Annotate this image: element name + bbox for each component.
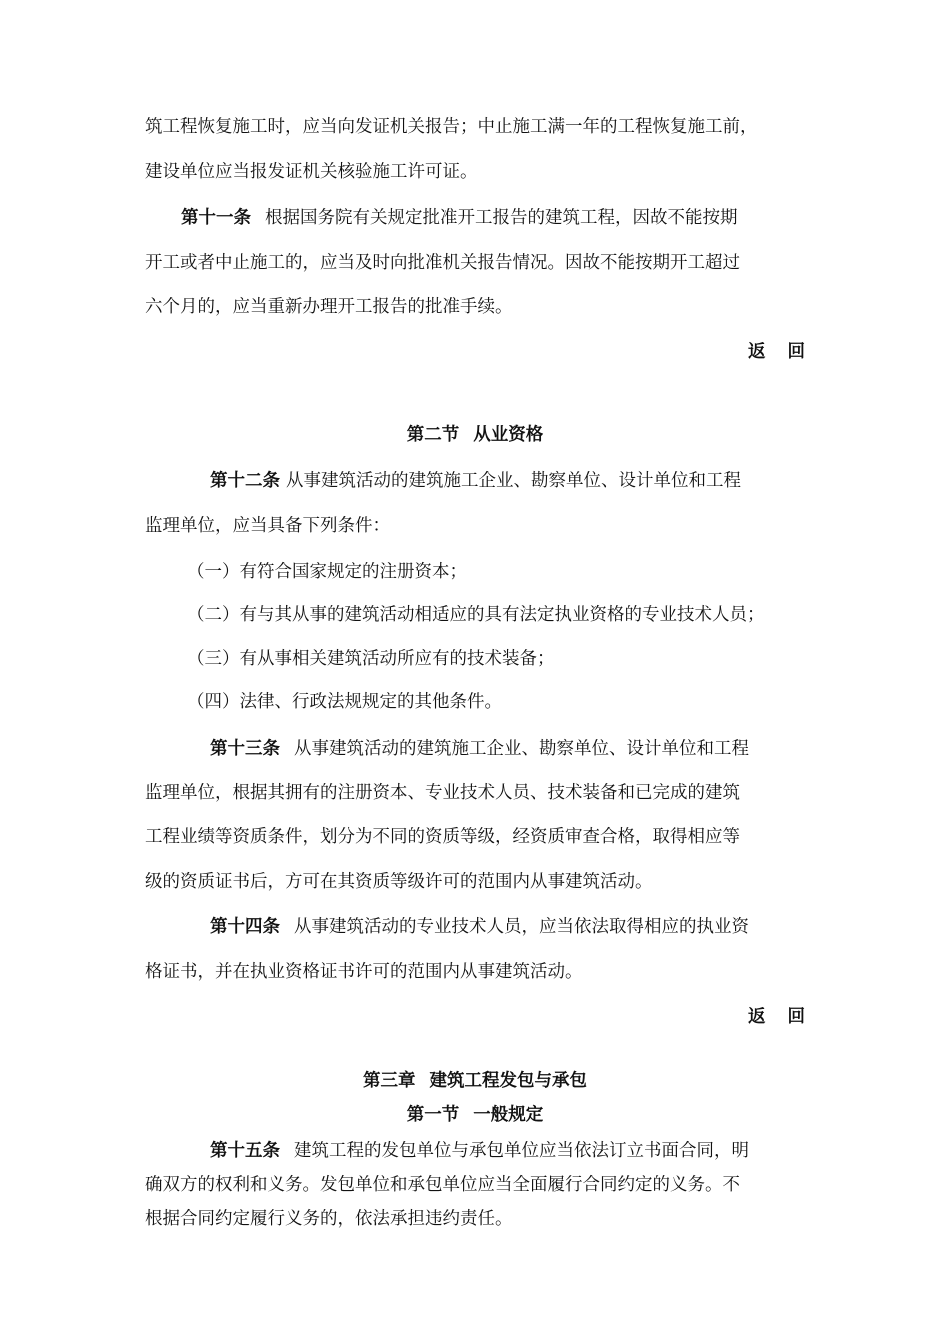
chapter-title: 第三章 建筑工程发包与承包 xyxy=(363,1071,587,1091)
article-11 xyxy=(181,206,738,230)
article-15 xyxy=(210,1139,749,1163)
article-13 xyxy=(210,737,749,761)
text-line: 格证书，并在执业资格证书许可的范围内从事建筑活动。 xyxy=(145,962,583,982)
text-line: 根据合同约定履行义务的，依法承担违约责任。 xyxy=(145,1209,513,1229)
text-line: 六个月的，应当重新办理开工报告的批准手续。 xyxy=(145,297,513,317)
section-title: 第二节 从业资格 xyxy=(406,425,544,445)
list-item: （三）有从事相关建筑活动所应有的技术装备； xyxy=(187,649,555,669)
text-line: 工程业绩等资质条件，划分为不同的资质等级，经资质审查合格，取得相应等 xyxy=(145,827,740,847)
article-label: 第十五条 xyxy=(210,1141,280,1161)
return-link-char: 回 xyxy=(787,1007,805,1027)
return-link-char: 回 xyxy=(787,342,805,362)
text-line: 筑工程恢复施工时，应当向发证机关报告；中止施工满一年的工程恢复施工前， xyxy=(145,117,758,137)
text-line: 建设单位应当报发证机关核验施工许可证。 xyxy=(145,162,478,182)
text-line: 监理单位，根据其拥有的注册资本、专业技术人员、技术装备和已完成的建筑 xyxy=(145,783,740,803)
article-label: 第十一条 xyxy=(181,208,251,228)
text-line: 监理单位，应当具备下列条件： xyxy=(145,516,390,536)
article-14 xyxy=(210,915,749,939)
article-text: 从事建筑活动的建筑施工企业、勘察单位、设计单位和工程 xyxy=(286,471,741,491)
list-item: （一）有符合国家规定的注册资本； xyxy=(187,562,467,582)
article-label: 第十四条 xyxy=(210,917,280,937)
text-line: 级的资质证书后，方可在其资质等级许可的范围内从事建筑活动。 xyxy=(145,872,653,892)
return-link-char: 返 xyxy=(748,342,766,362)
list-item: （二）有与其从事的建筑活动相适应的具有法定执业资格的专业技术人员； xyxy=(187,605,765,625)
article-text: 根据国务院有关规定批准开工报告的建筑工程，因故不能按期 xyxy=(265,208,738,228)
article-text: 从事建筑活动的专业技术人员，应当依法取得相应的执业资 xyxy=(294,917,749,937)
article-label: 第十三条 xyxy=(210,739,280,759)
article-label: 第十二条 xyxy=(210,471,280,491)
return-link[interactable] xyxy=(748,1005,805,1029)
return-link-char: 返 xyxy=(748,1007,766,1027)
article-text: 建筑工程的发包单位与承包单位应当依法订立书面合同，明 xyxy=(294,1141,749,1161)
text-line: 开工或者中止施工的，应当及时向批准机关报告情况。因故不能按期开工超过 xyxy=(145,253,740,273)
article-12 xyxy=(210,469,741,493)
return-link[interactable] xyxy=(748,340,805,364)
text-line: 确双方的权利和义务。发包单位和承包单位应当全面履行合同约定的义务。不 xyxy=(145,1175,740,1195)
article-text: 从事建筑活动的建筑施工企业、勘察单位、设计单位和工程 xyxy=(294,739,749,759)
list-item: （四）法律、行政法规规定的其他条件。 xyxy=(187,692,502,712)
section-title: 第一节 一般规定 xyxy=(406,1105,544,1125)
